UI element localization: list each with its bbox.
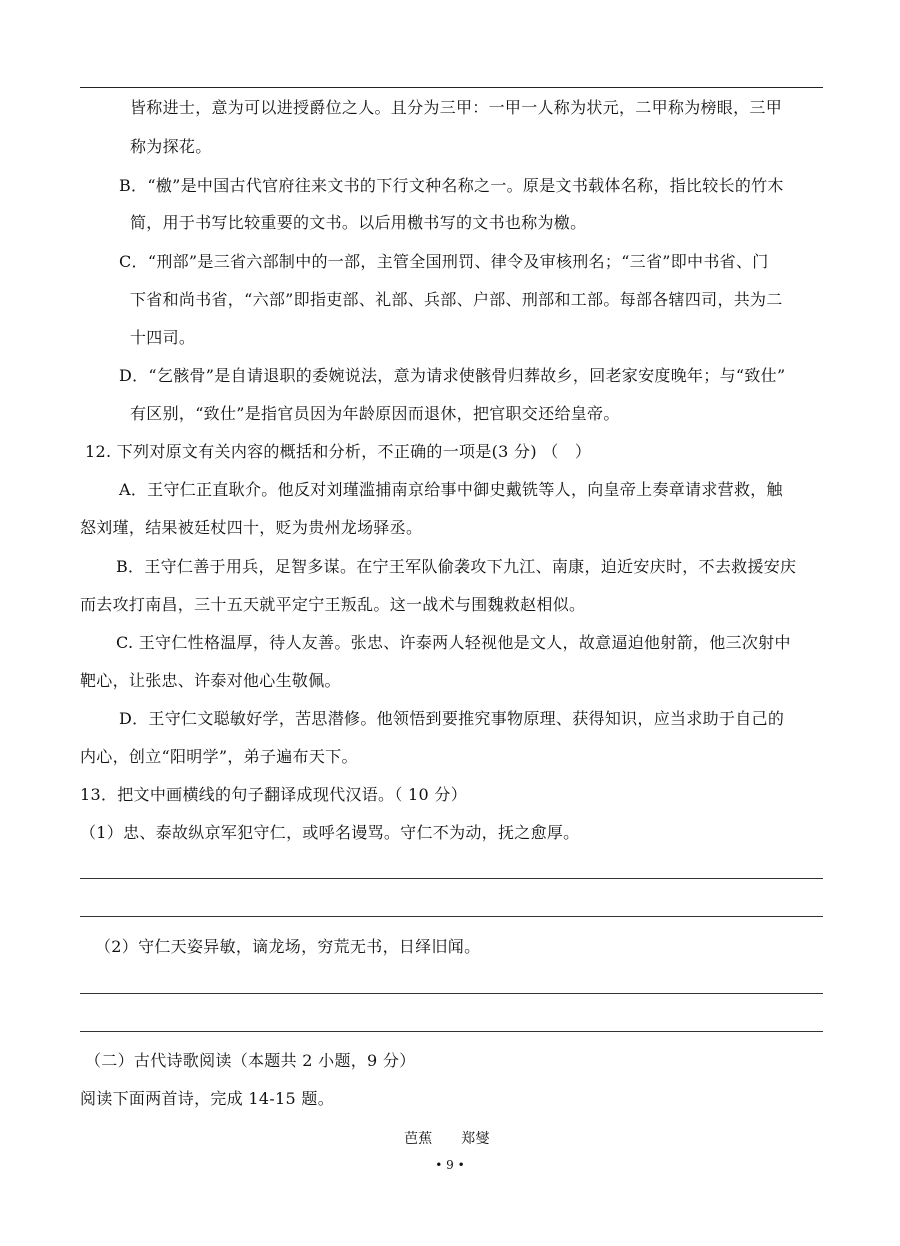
text-line: 而去攻打南昌，三十五天就平定宁王叛乱。这一战术与围魏救赵相似。 — [80, 595, 586, 614]
question-13: 13．把文中画横线的句子翻译成现代汉语。（ 10 分） — [80, 785, 467, 804]
text-line: 靶心，让张忠、许泰对他心生敬佩。 — [80, 671, 341, 690]
text-line: 简，用于书写比较重要的文书。以后用檄书写的文书也称为檄。 — [130, 213, 587, 232]
answer-line — [80, 916, 823, 917]
page-number: • 9 • — [435, 1158, 465, 1172]
q13-item-2: （2）守仁天姿异敏，谪龙场，穷荒无书，日绎旧闻。 — [95, 937, 481, 956]
answer-line — [80, 878, 823, 879]
header-rule — [80, 87, 823, 88]
poem-title: 芭蕉 郑燮 — [404, 1131, 490, 1147]
answer-line — [80, 1031, 823, 1032]
option-d-line: D．“乞骸骨”是自请退职的委婉说法，意为请求使骸骨归葬故乡，回老家安度晚年；与“致仕” — [119, 366, 786, 385]
text-line: 怒刘瑾，结果被廷杖四十，贬为贵州龙场驿丞。 — [80, 518, 423, 537]
q13-item-1: （1）忠、泰故纵京军犯守仁，或呼名谩骂。守仁不为动，抚之愈厚。 — [80, 823, 580, 842]
option-b-line: B．“檄”是中国古代官府往来文书的下行文种名称之一。原是文书载体名称，指比较长的竹木 — [119, 176, 784, 195]
text-line: 十四司。 — [130, 328, 196, 347]
option-c-line: C．“刑部”是三省六部制中的一部，主管全国刑罚、律令及审核刑名；“三省”即中书省、门 — [119, 252, 769, 271]
instruction: 阅读下面两首诗，完成 14-15 题。 — [80, 1089, 334, 1108]
answer-line — [80, 993, 823, 994]
q12-option-a: A．王守仁正直耿介。他反对刘瑾滥捕南京给事中御史戴铣等人，向皇帝上奏章请求营救，触 — [119, 480, 783, 499]
q12-option-b: B．王守仁善于用兵，足智多谋。在宁王军队偷袭攻下九江、南康，迫近安庆时，不去救援安庆 — [116, 557, 797, 576]
question-12: 12. 下列对原文有关内容的概括和分析，不正确的一项是(3 分) （ ） — [85, 442, 592, 461]
text-line: 称为探花。 — [130, 137, 212, 156]
q12-option-d: D．王守仁文聪敏好学，苦思潜修。他领悟到要推究事物原理、获得知识，应当求助于自己的 — [119, 709, 785, 728]
section-heading: （二）古代诗歌阅读（本题共 2 小题，9 分） — [85, 1051, 416, 1070]
text-line: 有区别，“致仕”是指官员因为年龄原因而退休，把官职交还给皇帝。 — [130, 404, 620, 423]
text-line: 下省和尚书省，“六部”即指吏部、礼部、兵部、户部、刑部和工部。每部各辖四司，共为二 — [130, 290, 783, 309]
text-line: 内心，创立“阳明学”，弟子遍布天下。 — [80, 747, 358, 766]
text-line: 皆称进士，意为可以进授爵位之人。且分为三甲：一甲一人称为状元，二甲称为榜眼，三甲 — [130, 98, 783, 117]
q12-option-c: C. 王守仁性格温厚，待人友善。张忠、许泰两人轻视他是文人，故意逼迫他射箭，他三次射中 — [116, 633, 791, 652]
